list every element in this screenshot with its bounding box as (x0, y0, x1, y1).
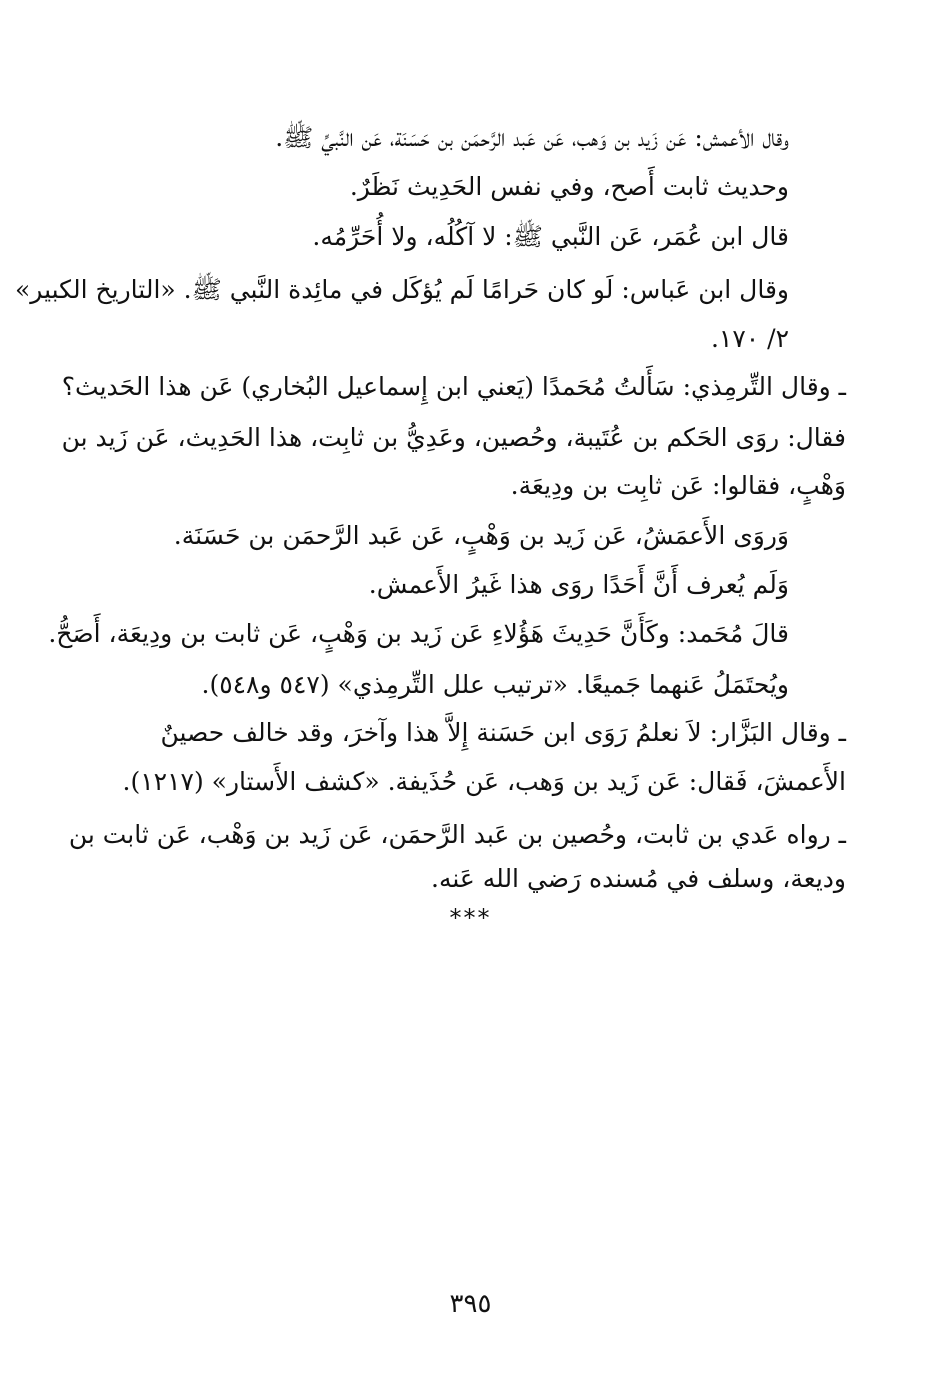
text-line-11: قالَ مُحَمد: وكَأَنَّ حَدِيثَ هَؤُلاءِ عَن زَيد بن وَهْبٍ، عَن ثابت بن ودِيعَة، أَصَحُّ. (48, 619, 789, 648)
text-line-2: وحديث ثابت أَصح، وفي نفس الحَدِيث نَظَرٌ. (349, 172, 789, 201)
text-line-1: وقال الأعمش: عَن زَيد بن وَهب، عَن عَبد الرَّحمَن بن حَسَنَة، عَن النَّبيِّ ﷺ. (275, 123, 789, 152)
text-line-15: ـ رواه عَدي بن ثابت، وحُصين بن عَبد الرَّحمَن، عَن زَيد بن وَهْب، عَن ثابت بن (68, 820, 846, 849)
text-line-13: ـ وقال البَزَّار: لاَ نعلمُ رَوَى ابن حَسَنة إِلاَّ هذا وآخرَ، وقد خالف حصينٌ (160, 718, 846, 747)
text-line-14: الأَعمشَ، فَقال: عَن زَيد بن وَهب، عَن حُذَيفة. «كشف الأَستار» (١٢١٧). (122, 767, 846, 796)
text-line-12: ويُحتَمَلُ عَنهما جَميعًا. «ترتيب علل التِّرمِذي» (٥٤٧ و٥٤٨). (201, 670, 789, 699)
text-line-6: ـ وقال التِّرمِذي: سَأَلتُ مُحَمدًا (يَعني ابن إِسماعيل البُخاري) عَن هذا الحَديث؟ (61, 372, 846, 401)
text-line-8: وَهْبٍ، فقالوا: عَن ثابِت بن ودِيعَة. (510, 471, 846, 500)
text-line-5: ٢/ ١٧٠. (710, 324, 789, 353)
section-separator: *** (449, 904, 492, 932)
text-line-10: وَلَم يُعرف أَنَّ أَحَدًا روَى هذا غَيرُ الأَعمش. (368, 570, 789, 599)
text-line-7: فقال: روَى الحَكم بن عُتَيبة، وحُصين، وعَدِيُّ بن ثابِت، هذا الحَدِيث، عَن زَيد بن (61, 423, 846, 452)
text-line-4: وقال ابن عَباس: لَو كان حَرامًا لَم يُؤكَل في مائِدة النَّبي ﷺ. «التاريخ الكبير» (15, 275, 789, 304)
text-line-16: وديعة، وسلف في مُسنده رَضي الله عَنه. (431, 864, 846, 893)
text-line-3: قال ابن عُمَر، عَن النَّبي ﷺ: لا آكُلُه، ولا أُحَرِّمُه. (312, 222, 789, 251)
text-line-9: وَروَى الأَعمَشُ، عَن زَيد بن وَهْبٍ، عَن عَبد الرَّحمَن بن حَسَنَة. (173, 521, 789, 550)
page-number: ٣٩٥ (449, 1289, 492, 1319)
